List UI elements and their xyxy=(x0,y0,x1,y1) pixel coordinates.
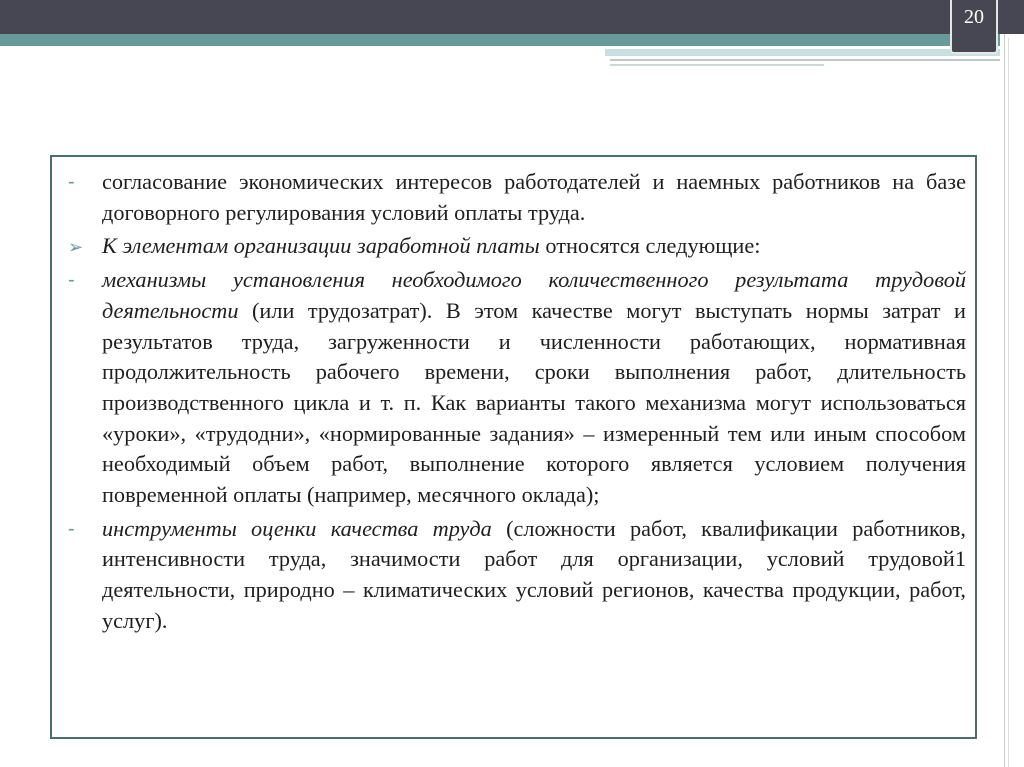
page-number: 20 xyxy=(964,6,984,28)
content-frame xyxy=(50,155,977,739)
decor-line xyxy=(610,59,1000,61)
top-banner xyxy=(0,0,1024,34)
paragraph-instruments xyxy=(68,514,966,637)
paragraph-text: согласование экономических интересов работодателей и наемных работников на базе договорного регулирования условий оплаты труда. xyxy=(102,169,966,225)
paragraph-consent xyxy=(68,167,966,228)
decor-line-short xyxy=(610,64,824,66)
dash-bullet: - xyxy=(68,269,75,292)
right-frame-line-inner xyxy=(1008,38,1016,767)
paragraph-italic: К элементам организации заработной платы xyxy=(102,233,540,259)
paragraph-elements-intro xyxy=(68,231,966,262)
paragraph-mechanisms xyxy=(68,265,966,511)
text-block xyxy=(68,167,966,640)
paragraph-text: относятся следующие: xyxy=(539,233,761,259)
page-number-badge xyxy=(950,0,998,54)
paragraph-italic: инструменты оценки качества труда xyxy=(102,515,492,541)
paragraph-italic: механизмы установления необходимого количественного результата трудовой деятельности xyxy=(102,267,966,323)
dash-bullet: - xyxy=(68,171,75,193)
arrow-bullet-icon: ➢ xyxy=(68,237,84,258)
pale-stripe xyxy=(605,49,1000,56)
paragraph-text: (сложности работ, квалификации работников, интенсивности труда, значимости работ для организации, условий трудовой1 деятельности, природно – климатических условий регионов, качества продукции, работ, услуг). xyxy=(102,515,966,633)
dash-bullet: - xyxy=(68,517,75,540)
paragraph-text: (или трудозатрат). В этом качестве могут выступать нормы затрат и результатов труда, загруженности и численности работающих, нормативная продолжительность рабочего времени, сроки выполнения работ, длительность производственного цикла и т. п. Как варианты такого механизма могут использоваться «уроки», «трудодни», «нормированные задания» – измеренный тем или иным способом необходимый объем работ, выполнение которого является условием получения повременной оплаты (например, месячного оклада); xyxy=(102,297,966,508)
teal-stripe xyxy=(0,34,1000,46)
